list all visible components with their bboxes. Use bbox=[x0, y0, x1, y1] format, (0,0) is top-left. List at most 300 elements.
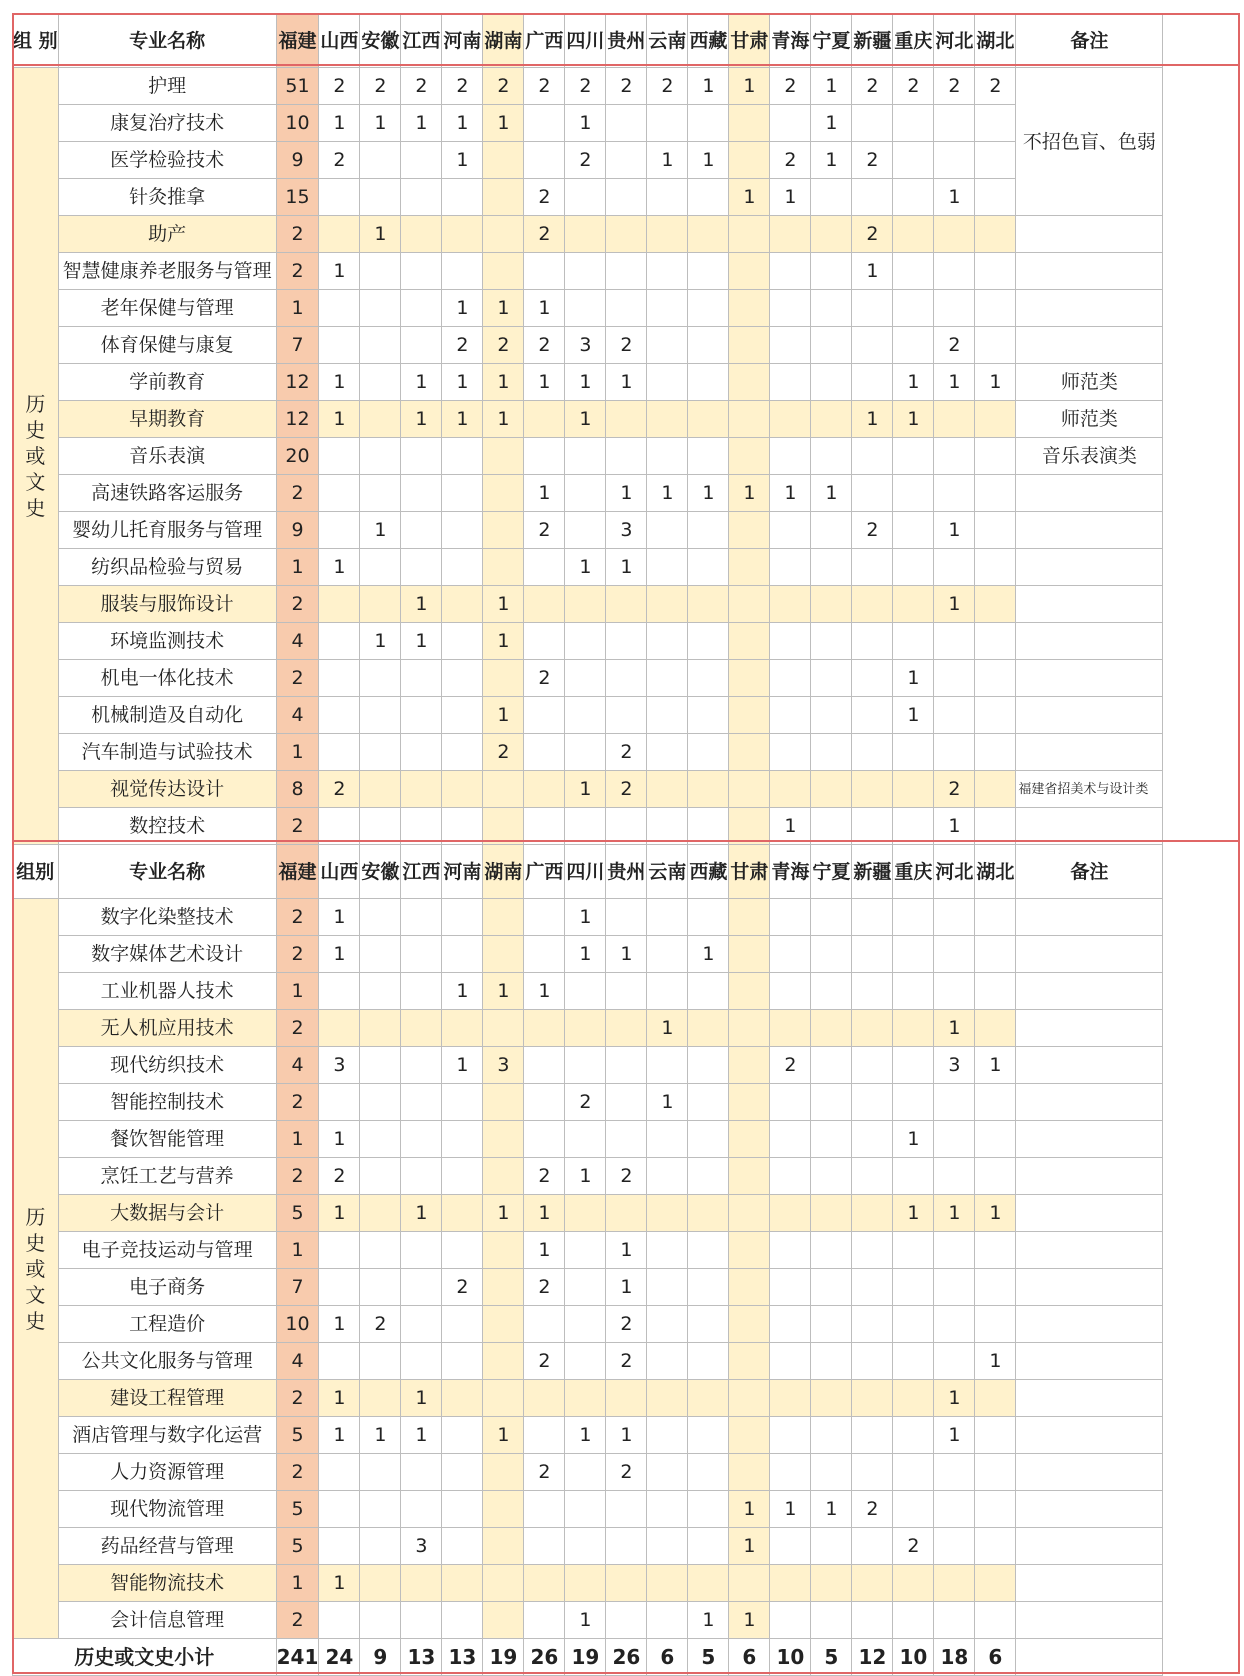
total-cell: 12 bbox=[852, 1639, 893, 1676]
remark-cell bbox=[1016, 1047, 1163, 1084]
major-name: 烹饪工艺与营养 bbox=[58, 1158, 276, 1195]
table-row bbox=[13, 586, 1163, 623]
quota-cell: 1 bbox=[524, 1232, 565, 1269]
table-row bbox=[13, 1306, 1163, 1343]
quota-cell bbox=[360, 808, 401, 845]
quota-cell bbox=[647, 1195, 688, 1232]
quota-cell bbox=[524, 1121, 565, 1158]
quota-cell bbox=[934, 1565, 975, 1602]
quota-cell bbox=[729, 401, 770, 438]
total-cell: 6 bbox=[729, 1639, 770, 1676]
quota-cell bbox=[647, 327, 688, 364]
header-row bbox=[13, 845, 1163, 899]
major-name: 数字化染整技术 bbox=[58, 899, 276, 936]
quota-cell: 3 bbox=[606, 512, 647, 549]
quota-cell: 1 bbox=[442, 973, 483, 1010]
table-row bbox=[13, 290, 1163, 327]
quota-cell bbox=[688, 697, 729, 734]
quota-cell bbox=[442, 586, 483, 623]
quota-cell bbox=[975, 401, 1016, 438]
table-row bbox=[13, 68, 1163, 105]
quota-cell: 2 bbox=[524, 660, 565, 697]
major-name: 智慧健康养老服务与管理 bbox=[58, 253, 276, 290]
quota-cell: 1 bbox=[401, 586, 442, 623]
quota-cell bbox=[688, 179, 729, 216]
quota-cell: 1 bbox=[565, 1158, 606, 1195]
table-row bbox=[13, 327, 1163, 364]
quota-cell bbox=[770, 401, 811, 438]
quota-cell bbox=[647, 1232, 688, 1269]
quota-cell bbox=[401, 327, 442, 364]
quota-cell bbox=[729, 1417, 770, 1454]
quota-cell bbox=[811, 771, 852, 808]
quota-cell bbox=[647, 1343, 688, 1380]
quota-cell bbox=[606, 1010, 647, 1047]
quota-cell bbox=[606, 973, 647, 1010]
quota-cell bbox=[811, 401, 852, 438]
table-row bbox=[13, 697, 1163, 734]
quota-cell bbox=[770, 1454, 811, 1491]
table-row bbox=[13, 899, 1163, 936]
quota-cell: 2 bbox=[276, 1602, 319, 1639]
quota-cell bbox=[319, 1343, 360, 1380]
quota-cell bbox=[360, 586, 401, 623]
quota-cell bbox=[565, 1121, 606, 1158]
table-row bbox=[13, 1417, 1163, 1454]
quota-cell bbox=[401, 1269, 442, 1306]
quota-cell bbox=[975, 1602, 1016, 1639]
quota-cell bbox=[893, 142, 934, 179]
quota-cell bbox=[401, 1158, 442, 1195]
header-province: 湖北 bbox=[975, 14, 1016, 68]
quota-cell bbox=[647, 1121, 688, 1158]
quota-cell bbox=[852, 973, 893, 1010]
major-name: 工程造价 bbox=[58, 1306, 276, 1343]
quota-cell bbox=[606, 1380, 647, 1417]
quota-cell bbox=[852, 771, 893, 808]
quota-cell bbox=[606, 1121, 647, 1158]
quota-cell: 1 bbox=[893, 697, 934, 734]
header-province: 福建 bbox=[276, 14, 319, 68]
quota-cell bbox=[360, 734, 401, 771]
quota-cell bbox=[319, 1454, 360, 1491]
quota-cell bbox=[934, 1306, 975, 1343]
table-row bbox=[13, 660, 1163, 697]
quota-cell: 2 bbox=[852, 142, 893, 179]
quota-cell bbox=[729, 899, 770, 936]
quota-cell bbox=[688, 1158, 729, 1195]
quota-cell bbox=[811, 364, 852, 401]
quota-cell: 5 bbox=[276, 1195, 319, 1232]
quota-cell bbox=[893, 899, 934, 936]
quota-cell bbox=[360, 1491, 401, 1528]
quota-cell bbox=[360, 1084, 401, 1121]
total-cell: 9 bbox=[360, 1639, 401, 1676]
quota-cell: 2 bbox=[442, 68, 483, 105]
quota-cell bbox=[893, 475, 934, 512]
quota-cell bbox=[811, 1269, 852, 1306]
quota-cell bbox=[811, 1047, 852, 1084]
quota-cell: 1 bbox=[606, 936, 647, 973]
quota-cell: 2 bbox=[975, 68, 1016, 105]
quota-cell bbox=[893, 290, 934, 327]
quota-cell bbox=[975, 290, 1016, 327]
quota-cell: 1 bbox=[401, 1380, 442, 1417]
quota-cell bbox=[893, 512, 934, 549]
quota-cell bbox=[934, 401, 975, 438]
quota-cell bbox=[811, 1084, 852, 1121]
quota-cell bbox=[770, 697, 811, 734]
quota-cell bbox=[524, 586, 565, 623]
quota-cell bbox=[893, 105, 934, 142]
total-cell: 10 bbox=[893, 1639, 934, 1676]
header-remark: 备注 bbox=[1016, 14, 1163, 68]
quota-cell bbox=[442, 1565, 483, 1602]
quota-cell bbox=[770, 216, 811, 253]
quota-cell bbox=[606, 660, 647, 697]
quota-cell bbox=[811, 1528, 852, 1565]
quota-cell bbox=[688, 1343, 729, 1380]
quota-cell: 2 bbox=[483, 68, 524, 105]
header-province: 四川 bbox=[565, 845, 606, 899]
quota-cell bbox=[688, 771, 729, 808]
header-province: 四川 bbox=[565, 14, 606, 68]
quota-cell bbox=[442, 1010, 483, 1047]
quota-cell bbox=[975, 142, 1016, 179]
quota-cell bbox=[647, 899, 688, 936]
quota-cell: 7 bbox=[276, 327, 319, 364]
quota-cell bbox=[606, 179, 647, 216]
quota-cell: 1 bbox=[276, 973, 319, 1010]
quota-cell bbox=[647, 216, 688, 253]
quota-cell bbox=[811, 936, 852, 973]
quota-cell bbox=[811, 549, 852, 586]
quota-cell bbox=[688, 401, 729, 438]
quota-cell bbox=[975, 1084, 1016, 1121]
quota-cell bbox=[483, 1491, 524, 1528]
quota-cell bbox=[606, 1047, 647, 1084]
group-label-char: 历 bbox=[25, 392, 46, 416]
quota-cell: 1 bbox=[565, 105, 606, 142]
major-name: 汽车制造与试验技术 bbox=[58, 734, 276, 771]
quota-cell: 2 bbox=[524, 216, 565, 253]
quota-cell bbox=[360, 1232, 401, 1269]
remark-cell bbox=[1016, 253, 1163, 290]
quota-cell bbox=[811, 1602, 852, 1639]
quota-cell: 1 bbox=[934, 1380, 975, 1417]
remark-cell bbox=[1016, 1195, 1163, 1232]
header-group: 组 别 bbox=[13, 14, 59, 68]
quota-cell bbox=[647, 771, 688, 808]
quota-cell bbox=[852, 1010, 893, 1047]
table-row bbox=[13, 512, 1163, 549]
quota-cell bbox=[442, 253, 483, 290]
quota-cell bbox=[729, 936, 770, 973]
header-row bbox=[13, 14, 1163, 68]
quota-cell bbox=[401, 1602, 442, 1639]
quota-cell bbox=[811, 623, 852, 660]
quota-cell bbox=[647, 290, 688, 327]
quota-cell bbox=[770, 1195, 811, 1232]
quota-cell bbox=[647, 734, 688, 771]
quota-cell bbox=[852, 660, 893, 697]
quota-cell bbox=[483, 1454, 524, 1491]
quota-cell bbox=[852, 1047, 893, 1084]
quota-cell: 1 bbox=[893, 401, 934, 438]
quota-cell bbox=[770, 1158, 811, 1195]
table-row bbox=[13, 1232, 1163, 1269]
quota-cell: 1 bbox=[770, 1491, 811, 1528]
quota-cell: 10 bbox=[276, 105, 319, 142]
quota-cell bbox=[647, 973, 688, 1010]
quota-cell bbox=[442, 734, 483, 771]
quota-cell: 2 bbox=[606, 1343, 647, 1380]
quota-cell: 1 bbox=[893, 1121, 934, 1158]
group-label-char: 历 bbox=[25, 1204, 46, 1229]
quota-cell bbox=[442, 1084, 483, 1121]
quota-cell bbox=[852, 1417, 893, 1454]
quota-cell bbox=[647, 438, 688, 475]
quota-cell: 1 bbox=[524, 475, 565, 512]
quota-cell bbox=[319, 290, 360, 327]
quota-cell bbox=[852, 936, 893, 973]
quota-cell bbox=[483, 1084, 524, 1121]
quota-cell: 1 bbox=[688, 68, 729, 105]
quota-cell: 2 bbox=[852, 512, 893, 549]
quota-cell bbox=[893, 216, 934, 253]
quota-cell bbox=[360, 973, 401, 1010]
quota-cell bbox=[770, 438, 811, 475]
quota-cell bbox=[442, 899, 483, 936]
quota-cell: 2 bbox=[852, 68, 893, 105]
quota-cell bbox=[483, 142, 524, 179]
quota-cell bbox=[565, 475, 606, 512]
quota-cell bbox=[729, 512, 770, 549]
group-label bbox=[13, 899, 59, 1639]
quota-cell: 2 bbox=[770, 1047, 811, 1084]
quota-cell bbox=[565, 438, 606, 475]
header-province: 西藏 bbox=[688, 14, 729, 68]
quota-cell bbox=[319, 216, 360, 253]
quota-cell: 1 bbox=[524, 364, 565, 401]
quota-cell bbox=[852, 1380, 893, 1417]
quota-cell bbox=[606, 1528, 647, 1565]
quota-cell bbox=[852, 899, 893, 936]
quota-cell bbox=[934, 936, 975, 973]
quota-cell: 1 bbox=[401, 105, 442, 142]
major-name: 餐饮智能管理 bbox=[58, 1121, 276, 1158]
quota-cell bbox=[975, 1491, 1016, 1528]
quota-cell bbox=[688, 1565, 729, 1602]
quota-cell bbox=[811, 512, 852, 549]
quota-cell bbox=[852, 290, 893, 327]
quota-cell bbox=[688, 1010, 729, 1047]
remark-cell bbox=[1016, 1565, 1163, 1602]
quota-cell: 1 bbox=[276, 1565, 319, 1602]
quota-cell bbox=[770, 1565, 811, 1602]
quota-cell bbox=[852, 475, 893, 512]
quota-cell bbox=[401, 549, 442, 586]
quota-cell: 1 bbox=[811, 475, 852, 512]
quota-cell: 2 bbox=[934, 327, 975, 364]
total-cell: 19 bbox=[483, 1639, 524, 1676]
quota-cell bbox=[647, 660, 688, 697]
quota-cell: 2 bbox=[524, 1454, 565, 1491]
quota-cell bbox=[401, 1047, 442, 1084]
quota-cell bbox=[401, 179, 442, 216]
quota-cell bbox=[893, 1491, 934, 1528]
quota-cell bbox=[565, 512, 606, 549]
major-name: 现代纺织技术 bbox=[58, 1047, 276, 1084]
quota-cell bbox=[934, 1269, 975, 1306]
quota-cell bbox=[442, 623, 483, 660]
remark-cell bbox=[1016, 1232, 1163, 1269]
quota-cell: 1 bbox=[811, 68, 852, 105]
quota-cell bbox=[729, 1565, 770, 1602]
total-cell: 6 bbox=[647, 1639, 688, 1676]
header-province: 甘肃 bbox=[729, 14, 770, 68]
major-name: 机械制造及自动化 bbox=[58, 697, 276, 734]
quota-cell: 2 bbox=[770, 68, 811, 105]
quota-cell bbox=[647, 549, 688, 586]
quota-cell: 2 bbox=[606, 327, 647, 364]
quota-cell bbox=[688, 105, 729, 142]
quota-cell bbox=[975, 216, 1016, 253]
quota-cell: 1 bbox=[606, 475, 647, 512]
quota-cell bbox=[401, 1010, 442, 1047]
remark-cell bbox=[1016, 586, 1163, 623]
quota-cell bbox=[934, 660, 975, 697]
quota-cell bbox=[893, 1602, 934, 1639]
quota-cell bbox=[688, 1454, 729, 1491]
quota-cell: 5 bbox=[276, 1417, 319, 1454]
quota-cell bbox=[770, 1084, 811, 1121]
quota-cell: 2 bbox=[276, 1010, 319, 1047]
group-label-char: 史 bbox=[25, 1308, 46, 1333]
quota-cell bbox=[606, 623, 647, 660]
quota-cell: 1 bbox=[442, 401, 483, 438]
quota-cell: 2 bbox=[524, 179, 565, 216]
header-province: 河北 bbox=[934, 14, 975, 68]
quota-cell bbox=[975, 1269, 1016, 1306]
quota-cell: 3 bbox=[934, 1047, 975, 1084]
quota-cell: 2 bbox=[606, 771, 647, 808]
quota-cell bbox=[852, 1343, 893, 1380]
table-row bbox=[13, 142, 1163, 179]
quota-cell bbox=[852, 1602, 893, 1639]
quota-cell bbox=[401, 1121, 442, 1158]
remark-cell bbox=[1016, 1602, 1163, 1639]
quota-cell: 1 bbox=[934, 808, 975, 845]
quota-cell: 1 bbox=[770, 179, 811, 216]
quota-cell: 1 bbox=[852, 253, 893, 290]
quota-cell bbox=[811, 1380, 852, 1417]
quota-cell bbox=[483, 475, 524, 512]
quota-cell bbox=[893, 179, 934, 216]
quota-cell: 1 bbox=[934, 364, 975, 401]
quota-cell bbox=[524, 734, 565, 771]
major-name: 公共文化服务与管理 bbox=[58, 1343, 276, 1380]
quota-cell bbox=[893, 1158, 934, 1195]
quota-cell: 1 bbox=[606, 364, 647, 401]
quota-cell bbox=[442, 1343, 483, 1380]
totals-label: 历史或文史小计 bbox=[13, 1639, 277, 1676]
quota-cell bbox=[729, 973, 770, 1010]
quota-cell bbox=[442, 475, 483, 512]
header-province: 西藏 bbox=[688, 845, 729, 899]
header-province: 湖北 bbox=[975, 845, 1016, 899]
major-name: 音乐表演 bbox=[58, 438, 276, 475]
quota-cell: 2 bbox=[606, 68, 647, 105]
quota-cell bbox=[360, 1565, 401, 1602]
quota-cell bbox=[811, 1343, 852, 1380]
quota-cell bbox=[483, 1232, 524, 1269]
quota-cell bbox=[360, 1158, 401, 1195]
major-name: 现代物流管理 bbox=[58, 1491, 276, 1528]
quota-cell: 5 bbox=[276, 1528, 319, 1565]
quota-cell bbox=[483, 1565, 524, 1602]
quota-cell bbox=[975, 1306, 1016, 1343]
header-province: 重庆 bbox=[893, 14, 934, 68]
quota-cell bbox=[524, 899, 565, 936]
quota-cell bbox=[401, 808, 442, 845]
quota-cell: 1 bbox=[276, 1232, 319, 1269]
quota-cell bbox=[401, 475, 442, 512]
table-row bbox=[13, 1047, 1163, 1084]
header-group: 组别 bbox=[13, 845, 59, 899]
quota-cell: 1 bbox=[483, 364, 524, 401]
quota-cell bbox=[401, 1232, 442, 1269]
total-cell: 10 bbox=[770, 1639, 811, 1676]
quota-cell: 2 bbox=[276, 808, 319, 845]
quota-cell bbox=[319, 475, 360, 512]
quota-cell: 2 bbox=[276, 216, 319, 253]
total-cell: 13 bbox=[401, 1639, 442, 1676]
header-province: 安徽 bbox=[360, 845, 401, 899]
quota-cell bbox=[729, 216, 770, 253]
quota-cell bbox=[852, 327, 893, 364]
quota-cell bbox=[524, 936, 565, 973]
quota-cell bbox=[852, 1158, 893, 1195]
quota-cell: 1 bbox=[319, 253, 360, 290]
quota-cell: 1 bbox=[483, 697, 524, 734]
major-name: 工业机器人技术 bbox=[58, 973, 276, 1010]
quota-cell bbox=[688, 1491, 729, 1528]
quota-cell bbox=[729, 1306, 770, 1343]
major-name: 护理 bbox=[58, 68, 276, 105]
quota-cell: 3 bbox=[565, 327, 606, 364]
quota-cell bbox=[770, 1232, 811, 1269]
quota-cell: 2 bbox=[319, 771, 360, 808]
quota-cell bbox=[606, 1195, 647, 1232]
quota-cell: 7 bbox=[276, 1269, 319, 1306]
quota-cell: 2 bbox=[524, 327, 565, 364]
quota-cell bbox=[360, 1269, 401, 1306]
quota-cell bbox=[606, 401, 647, 438]
quota-cell bbox=[975, 1158, 1016, 1195]
table-row bbox=[13, 973, 1163, 1010]
table-row bbox=[13, 1491, 1163, 1528]
quota-cell bbox=[770, 1380, 811, 1417]
group-label-char: 或 bbox=[25, 444, 46, 468]
quota-cell bbox=[975, 512, 1016, 549]
quota-cell bbox=[893, 1417, 934, 1454]
quota-cell bbox=[524, 1306, 565, 1343]
quota-cell bbox=[401, 438, 442, 475]
table-row bbox=[13, 1565, 1163, 1602]
quota-cell bbox=[729, 1232, 770, 1269]
quota-cell: 20 bbox=[276, 438, 319, 475]
